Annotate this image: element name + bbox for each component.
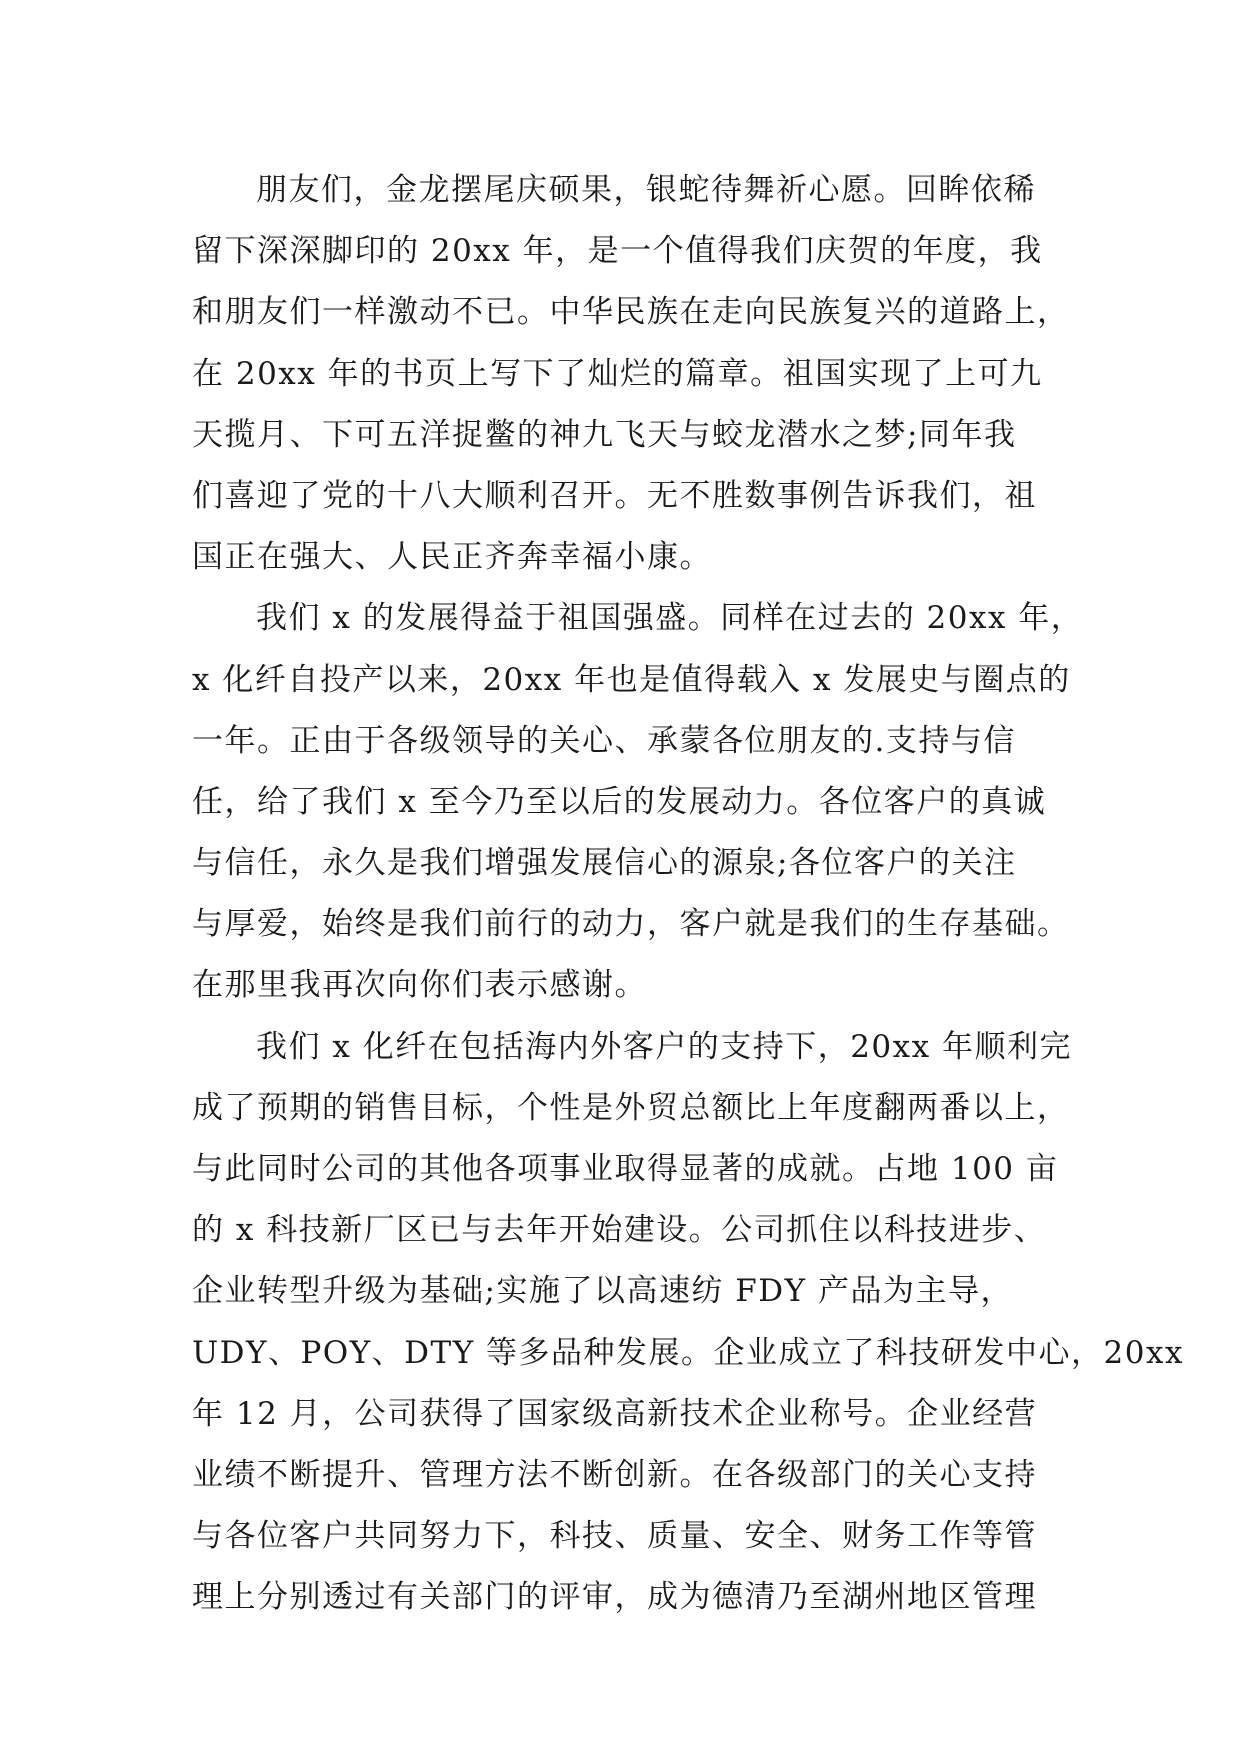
paragraph-1-line-2: 留下深深脚印的 20xx 年，是一个值得我们庆贺的年度，我 xyxy=(192,233,1043,270)
paragraph-2-line-5: 与信任，永久是我们增强发展信心的源泉;各位客户的关注 xyxy=(192,845,1017,882)
paragraph-3-line-2: 成了预期的销售目标，个性是外贸总额比上年度翻两番以上， xyxy=(192,1089,1070,1126)
paragraph-1-line-3: 和朋友们一样激动不已。中华民族在走向民族复兴的道路上， xyxy=(192,294,1070,331)
paragraph-3-line-10: 理上分别透过有关部门的评审，成为德清乃至湖州地区管理 xyxy=(192,1579,1037,1616)
paragraph-2-line-4: 任，给了我们 x 至今乃至以后的发展动力。各位客户的真诚 xyxy=(192,783,1047,820)
paragraph-2-line-2: x 化纤自投产以来，20xx 年也是值得载入 x 发展史与圈点的 xyxy=(192,661,1071,698)
paragraph-2-line-6: 与厚爱，始终是我们前行的动力，客户就是我们的生存基础。 xyxy=(192,906,1070,943)
paragraph-3-line-8: 业绩不断提升、管理方法不断创新。在各级部门的关心支持 xyxy=(192,1456,1037,1493)
paragraph-2-line-7: 在那里我再次向你们表示感谢。 xyxy=(192,967,647,1004)
paragraph-2-line-1: 我们 x 的发展得益于祖国强盛。同样在过去的 20xx 年， xyxy=(256,600,1084,637)
paragraph-3-line-6: UDY、POY、DTY 等多品种发展。企业成立了科技研发中心，20xx xyxy=(192,1334,1184,1371)
paragraph-1-line-7: 国正在强大、人民正齐奔幸福小康。 xyxy=(192,539,712,576)
paragraph-1-line-4: 在 20xx 年的书页上写下了灿烂的篇章。祖国实现了上可九 xyxy=(192,355,1043,392)
paragraph-1-line-1: 朋友们，金龙摆尾庆硕果，银蛇待舞祈心愿。回眸依稀 xyxy=(256,172,1036,208)
body-text xyxy=(192,160,1184,1629)
paragraph-3-line-4: 的 x 科技新厂区已与去年开始建设。公司抓住以科技进步、 xyxy=(192,1212,1047,1249)
paragraph-3-line-3: 与此同时公司的其他各项事业取得显著的成就。占地 100 亩 xyxy=(192,1151,1059,1187)
paragraph-3-line-1: 我们 x 化纤在包括海内外客户的支持下，20xx 年顺利完 xyxy=(256,1028,1072,1065)
paragraph-3-line-7: 年 12 月，公司获得了国家级高新技术企业称号。企业经营 xyxy=(192,1395,1038,1432)
paragraph-3-line-9: 与各位客户共同努力下，科技、质量、安全、财务工作等管 xyxy=(192,1518,1037,1555)
paragraph-3-line-5: 企业转型升级为基础;实施了以高速纺 FDY 产品为主导， xyxy=(192,1273,1013,1310)
paragraph-2-line-3: 一年。正由于各级领导的关心、承蒙各位朋友的.支持与信 xyxy=(192,722,1016,759)
paragraph-1-line-5: 天揽月、下可五洋捉鳖的神九飞天与蛟龙潜水之梦;同年我 xyxy=(192,416,1017,453)
paragraph-1-line-6: 们喜迎了党的十八大顺利召开。无不胜数事例告诉我们，祖 xyxy=(192,477,1037,514)
